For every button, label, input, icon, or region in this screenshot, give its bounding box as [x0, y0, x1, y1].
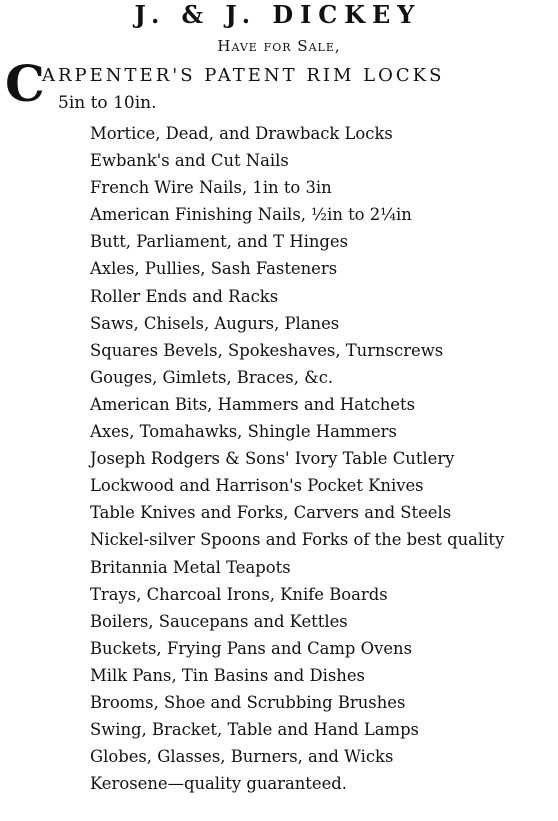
product-list-item: Ewbank's and Cut Nails	[90, 151, 289, 171]
ad-subtitle: Have for Sale,	[217, 37, 341, 55]
product-list-item: Kerosene—quality guaranteed.	[90, 774, 347, 794]
product-list	[90, 120, 504, 797]
product-list-item: Table Knives and Forks, Carvers and Steels	[90, 503, 452, 523]
product-list-item: French Wire Nails, 1in to 3in	[90, 178, 332, 198]
product-list-item: Globes, Glasses, Burners, and Wicks	[90, 747, 394, 767]
product-list-item: Buckets, Frying Pans and Camp Ovens	[90, 638, 412, 658]
product-list-item: Roller Ends and Racks	[90, 286, 279, 306]
product-list-item: Swing, Bracket, Table and Hand Lamps	[90, 720, 419, 740]
product-list-item: Boilers, Saucepans and Kettles	[90, 611, 348, 631]
product-list-item: American Bits, Hammers and Hatchets	[90, 394, 416, 414]
product-list-item: Butt, Parliament, and T Hinges	[90, 232, 349, 252]
product-list-item: Joseph Rodgers & Sons' Ivory Table Cutlery	[90, 449, 455, 469]
firm-name: J. & J. DICKEY	[134, 0, 422, 29]
product-list-item: Trays, Charcoal Irons, Knife Boards	[90, 584, 388, 604]
product-list-item: Saws, Chisels, Augurs, Planes	[90, 313, 340, 333]
headline-drop-cap: C	[5, 54, 45, 113]
product-list-item: Gouges, Gimlets, Braces, &c.	[90, 367, 334, 387]
headline-sizes: 5in to 10in.	[58, 93, 157, 113]
product-list-item: Nickel-silver Spoons and Forks of the best quality	[90, 530, 505, 550]
product-list-item: Britannia Metal Teapots	[90, 557, 291, 577]
product-list-item: Brooms, Shoe and Scrubbing Brushes	[90, 692, 406, 712]
product-list-item: Axles, Pullies, Sash Fasteners	[90, 259, 338, 279]
product-list-item: Squares Bevels, Spokeshaves, Turnscrews	[90, 340, 444, 360]
product-list-item: Axes, Tomahawks, Shingle Hammers	[90, 422, 397, 442]
headline-text: ARPENTER'S PATENT RIM LOCKS	[42, 65, 445, 86]
product-list-item: Lockwood and Harrison's Pocket Knives	[90, 476, 424, 496]
product-list-item: Mortice, Dead, and Drawback Locks	[90, 124, 393, 143]
product-list-item: American Finishing Nails, ½in to 2¼in	[90, 205, 412, 225]
product-list-item: Milk Pans, Tin Basins and Dishes	[90, 665, 365, 685]
